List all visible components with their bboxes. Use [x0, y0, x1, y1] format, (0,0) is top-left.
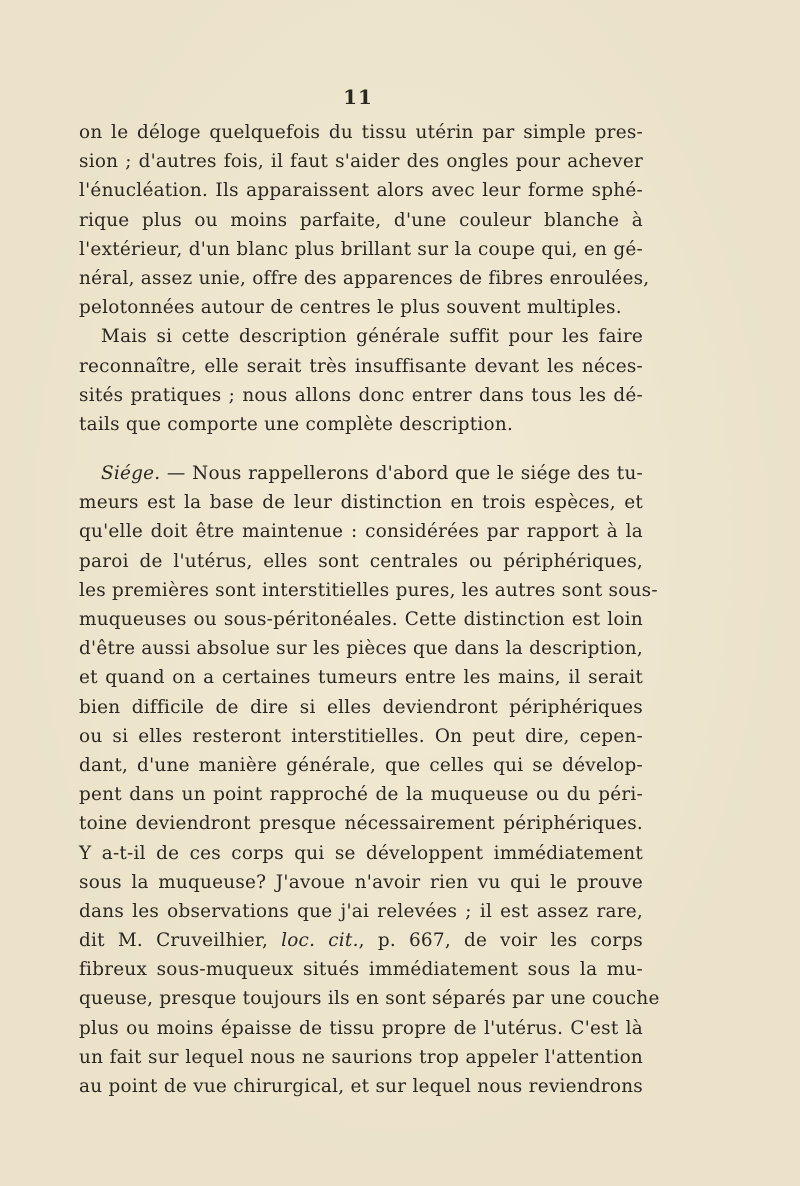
text-line — [79, 293, 643, 322]
line-text: , p. 667, de voir les corps — [358, 930, 643, 952]
text-line — [79, 147, 643, 176]
page-number: 11 — [343, 85, 373, 109]
text-line — [79, 1014, 643, 1043]
text-line — [79, 576, 658, 605]
line-text: les premières sont interstitielles pures, les autres sont sous- — [79, 579, 658, 601]
line-text: pent dans un point rapproché de la muqueuse ou du péri- — [79, 784, 643, 806]
text-line — [79, 488, 643, 517]
text-line — [79, 605, 643, 634]
line-text: — Nous rappellerons d'abord que le siége des tu- — [160, 463, 643, 485]
line-text: Mais si cette description générale suffit pour les faire — [101, 326, 643, 348]
text-line — [79, 118, 643, 147]
italic-text: loc. cit. — [281, 930, 359, 952]
line-text: paroi de l'utérus, elles sont centrales ou périphériques, — [79, 550, 643, 572]
text-line — [79, 751, 643, 780]
text-line — [79, 381, 643, 410]
line-text: muqueuses ou sous-péritonéales. Cette distinction est loin — [79, 609, 643, 630]
line-text: fibreux sous-muqueux situés immédiatement sous la mu- — [79, 959, 643, 981]
line-text: dit M. Cruveilhier, — [79, 930, 282, 952]
line-text: ou si elles resteront interstitielles. On peut dire, cepen- — [79, 725, 643, 747]
text-line — [79, 322, 643, 351]
italic-text: Siége. — [101, 463, 161, 485]
text-line — [79, 693, 643, 722]
line-text: on le déloge quelquefois du tissu utérin par simple pres- — [79, 122, 643, 143]
text-line — [79, 634, 643, 663]
text-line — [79, 663, 643, 692]
text-line — [79, 547, 643, 576]
line-text: plus ou moins épaisse de tissu propre de l'utérus. C'est là — [79, 1017, 643, 1039]
body-text — [79, 118, 660, 1101]
text-line — [79, 722, 643, 751]
text-line — [79, 410, 643, 439]
text-line — [79, 780, 643, 809]
paragraph-gap — [79, 439, 643, 459]
line-text: dant, d'une manière générale, que celles qui se dévelop- — [79, 754, 643, 776]
line-text: reconnaître, elle serait très insuffisante devant les néces- — [79, 355, 643, 377]
line-text: queuse, presque toujours ils en sont séparés par une couche — [79, 988, 660, 1010]
text-line — [79, 176, 643, 205]
line-text: et quand on a certaines tumeurs entre les mains, il serait — [79, 667, 643, 689]
line-text: d'être aussi absolue sur les pièces que dans la description, — [79, 638, 643, 660]
line-text: dans les observations que j'ai relevées ; il est assez rare, — [79, 900, 643, 922]
text-line — [79, 897, 643, 926]
text-line — [79, 839, 643, 868]
text-line — [79, 352, 643, 381]
text-line — [79, 1072, 643, 1101]
text-line — [79, 984, 660, 1013]
line-text: sités pratiques ; nous allons donc entrer dans tous les dé- — [79, 384, 643, 406]
line-text: sous la muqueuse? J'avoue n'avoir rien vu qui le prouve — [79, 871, 643, 893]
text-line — [79, 926, 643, 955]
line-text: tails que comporte une complète description. — [79, 413, 514, 435]
text-line — [79, 264, 650, 293]
line-text: au point de vue chirurgical, et sur lequel nous reviendrons — [79, 1076, 643, 1097]
line-text: qu'elle doit être maintenue : considérées par rapport à la — [79, 521, 643, 543]
line-text: bien difficile de dire si elles deviendront périphériques — [79, 696, 643, 718]
line-text: un fait sur lequel nous ne saurions trop appeler l'attention — [79, 1046, 643, 1068]
line-text: l'extérieur, d'un blanc plus brillant sur la coupe qui, en gé- — [79, 238, 643, 260]
line-text: l'énucléation. Ils apparaissent alors avec leur forme sphé- — [79, 180, 643, 202]
text-line — [79, 809, 643, 838]
text-line — [79, 459, 643, 488]
text-line — [79, 517, 643, 546]
text-line — [79, 1043, 643, 1072]
text-line — [79, 206, 643, 235]
line-text: néral, assez unie, offre des apparences de fibres enroulées, — [79, 267, 650, 289]
line-text: pelotonnées autour de centres le plus souvent multiples. — [79, 297, 622, 319]
text-line — [79, 955, 643, 984]
text-line — [79, 235, 643, 264]
line-text: meurs est la base de leur distinction en trois espèces, et — [79, 492, 643, 514]
line-text: rique plus ou moins parfaite, d'une couleur blanche à — [79, 209, 643, 231]
text-line — [79, 868, 643, 897]
line-text: toine deviendront presque nécessairement périphériques. — [79, 813, 643, 835]
line-text: Y a-t-il de ces corps qui se développent immédiatement — [79, 842, 643, 864]
line-text: sion ; d'autres fois, il faut s'aider des ongles pour achever — [79, 151, 643, 173]
